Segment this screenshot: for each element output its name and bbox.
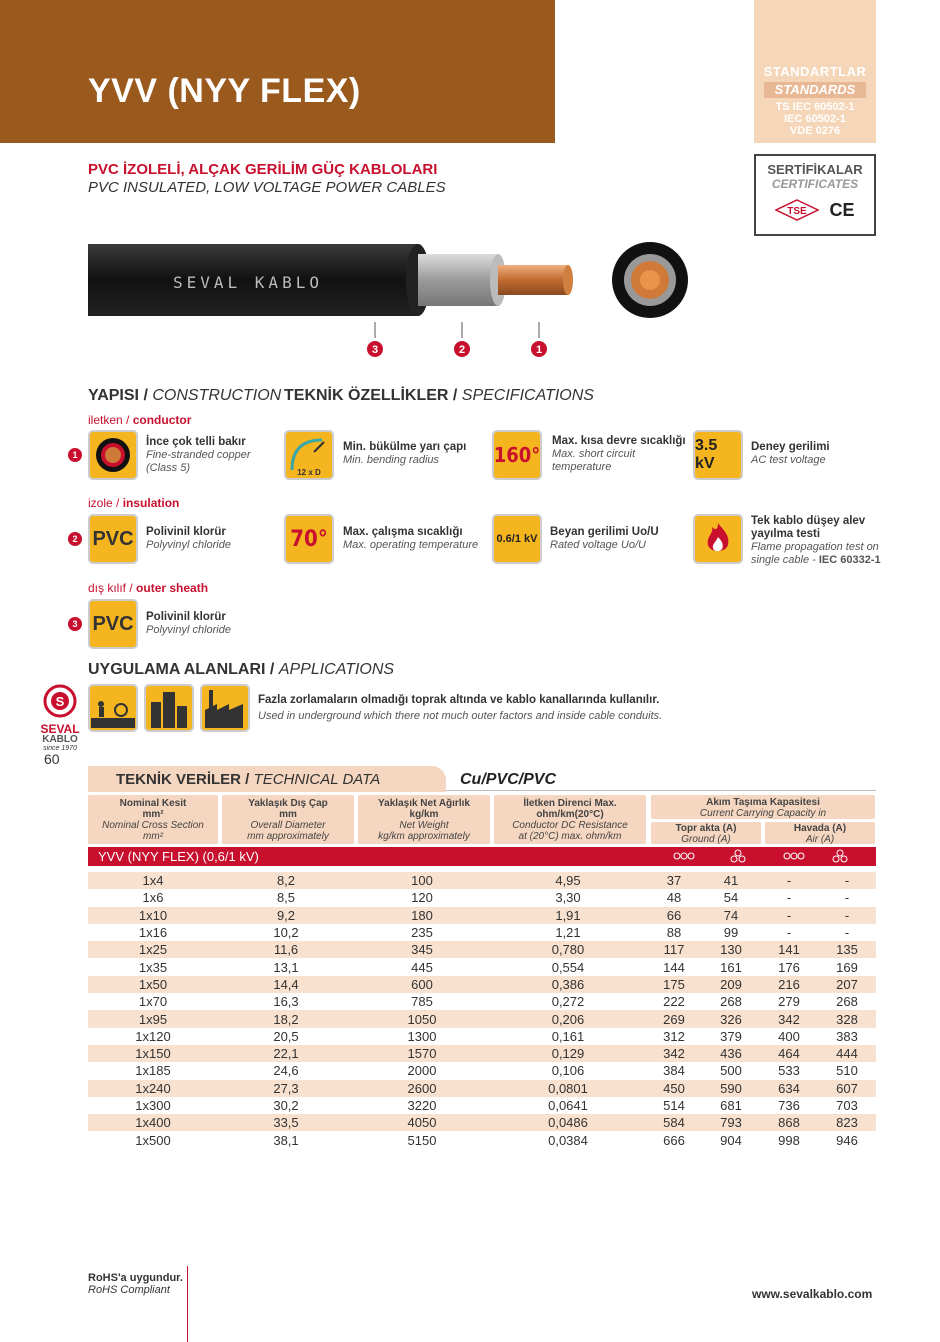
tse-logo-icon (775, 199, 819, 221)
table-cell: 74 (723, 907, 739, 923)
test-voltage-desc: Deney gerilimi AC test voltage (751, 441, 830, 466)
svg-text:1: 1 (535, 344, 543, 356)
table-cell: 20,5 (273, 1028, 299, 1044)
table-cell: 533 (778, 1063, 800, 1079)
table-cell: 175 (663, 976, 685, 992)
table-cell: 1x4 (142, 873, 164, 889)
table-cell: 444 (836, 1046, 858, 1062)
table-cell: 268 (836, 994, 858, 1010)
table-row (88, 1010, 876, 1027)
subtitle-en: PVC INSULATED, LOW VOLTAGE POWER CABLES (88, 179, 446, 196)
table-cell: 88 (666, 925, 682, 941)
table-cell: 666 (663, 1132, 685, 1148)
table-cell: 998 (778, 1132, 800, 1148)
table-cell: 180 (411, 907, 433, 923)
sheath-icon: PVC (88, 599, 138, 649)
standards-label-en: STANDARDS (764, 82, 866, 98)
table-row (88, 941, 876, 958)
table-cell: 100 (411, 873, 433, 889)
table-cell: 176 (778, 959, 800, 975)
table-cell: 1x120 (135, 1028, 171, 1044)
table-cell: 1x150 (135, 1046, 171, 1062)
standard-item: VDE 0276 (789, 125, 841, 137)
applications-desc: Fazla zorlamaların olmadığı toprak altında ve kablo kanallarında kullanılır. Used in underground which there not much outer factors and inside cable conduits. (258, 694, 663, 722)
short-circuit-temp-desc: Max. kısa devre sıcaklığı Max. short circuit temperature (552, 435, 686, 473)
table-row (88, 1097, 876, 1114)
num-badge: 2 (68, 532, 82, 546)
table-cell: 4,95 (555, 873, 581, 889)
table-cell: 27,3 (273, 1080, 299, 1096)
insulation-label: izole / insulation (88, 496, 180, 510)
buildings-icon (144, 684, 194, 732)
table-cell: 1050 (407, 1011, 437, 1027)
table-cell: 1570 (407, 1046, 437, 1062)
table-cell: 0,0384 (548, 1132, 588, 1148)
table-cell: 510 (836, 1063, 858, 1079)
header-cross-section: Nominal Kesit mm² Nominal Cross Section mm² (88, 795, 218, 844)
table-cell: 8,5 (276, 890, 296, 906)
table-cell: 0,0486 (548, 1115, 588, 1131)
table-cell: 600 (411, 976, 433, 992)
subtitle-tr: PVC İZOLELİ, ALÇAK GERİLİM GÜÇ KABLOLARI (88, 161, 438, 178)
specifications-title: TEKNİK ÖZELLİKLER / SPECIFICATIONS (284, 387, 594, 404)
table-cell: - (844, 925, 850, 941)
table-cell: 1x240 (135, 1080, 171, 1096)
table-row (88, 872, 876, 889)
table-cell: 99 (723, 925, 739, 941)
conductor-desc: İnce çok telli bakır Fine-stranded copper (Class 5) (146, 436, 251, 474)
short-circuit-temp-icon: 160° (492, 430, 542, 480)
table-cell: 207 (836, 976, 858, 992)
material-code: Cu/PVC/PVC (460, 771, 557, 788)
table-cell: 1x6 (142, 890, 164, 906)
header-ground: Topr akta (A) Ground (A) (651, 822, 761, 844)
certificates-box (754, 154, 876, 236)
table-cell: 30,2 (273, 1098, 299, 1113)
table-cell: 33,5 (273, 1115, 299, 1131)
table-row (88, 907, 876, 924)
table-cell: 117 (663, 942, 685, 958)
header-current-capacity: Akım Taşıma Kapasitesi Current Carrying Capacity in (651, 795, 875, 819)
sheath-desc: Polivinil klorür Polyvinyl chloride (146, 611, 231, 636)
table-cell: 450 (663, 1080, 685, 1096)
applications-title: UYGULAMA ALANLARI / APPLICATIONS (88, 661, 395, 678)
table-cell: 0,386 (551, 976, 585, 992)
table-cell: 1x300 (135, 1098, 171, 1113)
table-cell: 222 (663, 994, 685, 1010)
insulation-icon: PVC (88, 514, 138, 564)
header-weight: Yaklaşık Net Ağırlık kg/km Net Weight kg/km approximately (358, 795, 490, 844)
group-row: YVV (NYY FLEX) (0,6/1 kV) (88, 847, 876, 866)
num-badge: 1 (68, 448, 82, 462)
table-cell: - (844, 907, 850, 923)
table-row (88, 976, 876, 993)
table-row (88, 924, 876, 941)
table-cell: 0,780 (551, 942, 585, 958)
table-cell: 785 (411, 994, 433, 1010)
table-cell: 703 (836, 1098, 858, 1113)
table-cell: 141 (778, 942, 800, 958)
table-cell: 235 (411, 925, 433, 941)
table-cell: 66 (666, 907, 682, 923)
table-cell: 216 (778, 976, 800, 992)
table-row (88, 958, 876, 975)
table-cell: 736 (778, 1098, 800, 1113)
cable-illustration (88, 238, 688, 363)
table-cell: 634 (778, 1080, 800, 1096)
page-number: 60 (44, 751, 60, 767)
table-cell: 1x185 (135, 1063, 171, 1079)
table-row (88, 1028, 876, 1045)
table-cell: 584 (663, 1115, 685, 1131)
technical-data-table (88, 872, 876, 1149)
table-cell: 904 (720, 1132, 742, 1148)
tse-text: TSE (787, 206, 808, 217)
table-cell: 342 (663, 1046, 685, 1062)
standards-label-tr: STANDARTLAR (763, 64, 867, 79)
operating-temp-desc: Max. çalışma sıcaklığı Max. operating temperature (343, 526, 479, 551)
svg-text:3: 3 (371, 344, 379, 356)
table-cell: 793 (720, 1115, 742, 1131)
table-cell: - (844, 890, 850, 906)
table-cell: 2600 (407, 1080, 437, 1096)
table-row (88, 1045, 876, 1062)
copper-conductor (498, 265, 568, 295)
table-cell: - (786, 925, 792, 941)
table-cell: 169 (836, 959, 858, 975)
table-row (88, 993, 876, 1010)
table-cell: 681 (720, 1098, 742, 1113)
table-cell: - (844, 873, 850, 889)
table-cell: 0,0641 (548, 1098, 588, 1113)
website-link[interactable]: www.sevalkablo.com (752, 1287, 873, 1301)
page-title: YVV (NYY FLEX) (88, 72, 361, 110)
table-cell: 1,91 (555, 907, 581, 923)
table-row (88, 1131, 876, 1148)
factory-icon (200, 684, 250, 732)
table-cell: 3,30 (555, 890, 581, 906)
table-cell: 607 (836, 1080, 858, 1096)
ce-mark-icon: CE (829, 199, 855, 220)
certificates-label-en: CERTIFICATES (771, 177, 859, 191)
logo-s-icon (43, 684, 77, 718)
table-cell: 383 (836, 1028, 858, 1044)
conductor-label: iletken / conductor (88, 413, 192, 427)
flat-formation-icon (673, 851, 695, 861)
table-cell: 0,272 (551, 994, 585, 1010)
standard-item: TS IEC 60502-1 (775, 101, 855, 113)
rated-voltage-desc: Beyan gerilimi Uo/U Rated voltage Uo/U (550, 526, 659, 551)
table-cell: 11,6 (273, 942, 299, 958)
table-cell: 1x35 (138, 959, 168, 975)
table-cell: 120 (411, 890, 433, 906)
table-row (88, 1062, 876, 1079)
table-cell: 38,1 (273, 1132, 299, 1148)
table-row (88, 1114, 876, 1131)
table-cell: 10,2 (273, 925, 299, 941)
table-cell: 823 (836, 1115, 858, 1131)
table-cell: 384 (663, 1063, 685, 1079)
table-cell: 1x25 (138, 942, 168, 958)
table-cell: 342 (778, 1011, 800, 1027)
table-cell: 590 (720, 1080, 742, 1096)
table-cell: 54 (723, 890, 739, 906)
construction-title: YAPISI / CONSTRUCTION (88, 387, 282, 404)
flame-test-desc: Tek kablo düşey alev yayılma testi Flame propagation test on single cable - IEC 60332-1 (751, 515, 881, 566)
table-cell: 868 (778, 1115, 800, 1131)
table-cell: 4050 (407, 1115, 437, 1131)
table-cell: 135 (836, 942, 858, 958)
header-resistance: İletken Direnci Max. ohm/km(20°C) Conductor DC Resistance at (20°C) max. ohm/km (494, 795, 646, 844)
table-cell: 946 (836, 1132, 858, 1148)
table-cell: 514 (663, 1098, 685, 1113)
table-cell: 500 (720, 1063, 742, 1079)
table-cell: 9,2 (276, 907, 296, 923)
footer-divider (187, 1266, 188, 1342)
standards-box (754, 0, 876, 143)
table-cell: 209 (720, 976, 742, 992)
table-cell: 328 (836, 1011, 858, 1027)
table-cell: 144 (663, 959, 685, 975)
table-cell: 326 (720, 1011, 742, 1027)
table-cell: 14,4 (273, 976, 299, 992)
table-cell: 1x70 (138, 994, 168, 1010)
table-cell: 48 (666, 890, 682, 906)
table-cell: 37 (666, 873, 682, 889)
table-cell: 1x400 (135, 1115, 171, 1131)
table-cell: 1x500 (135, 1132, 171, 1148)
table-cell: - (786, 873, 792, 889)
table-cell: 445 (411, 959, 433, 975)
table-cell: 0,106 (551, 1063, 585, 1079)
svg-text:2: 2 (458, 344, 466, 356)
svg-text:S: S (55, 694, 65, 709)
standard-item: IEC 60502-1 (784, 113, 846, 125)
table-cell: 8,2 (276, 873, 296, 889)
table-cell: 0,0801 (548, 1080, 588, 1096)
table-cell: 1x10 (138, 907, 168, 923)
table-cell: 0,129 (551, 1046, 585, 1062)
table-cell: 24,6 (273, 1063, 299, 1079)
underground-work-icon (88, 684, 138, 732)
table-cell: - (786, 907, 792, 923)
table-cell: 0,554 (551, 959, 585, 975)
technical-data-title: TEKNİK VERİLER / TECHNICAL DATA (116, 771, 381, 788)
bending-radius-icon (284, 430, 334, 480)
table-cell: 464 (778, 1046, 800, 1062)
rated-voltage-icon: 0.6/1 kV (492, 514, 542, 564)
table-cell: 436 (720, 1046, 742, 1062)
table-cell: 22,1 (273, 1046, 299, 1062)
seval-logo: S SEVAL KABLO since 1970 (34, 684, 86, 752)
table-cell: 130 (720, 942, 742, 958)
table-cell: 1x50 (138, 976, 168, 992)
table-cell: 279 (778, 994, 800, 1010)
table-cell: 5150 (407, 1132, 437, 1148)
table-cell: 161 (720, 959, 742, 975)
table-cell: 3220 (407, 1098, 437, 1113)
cable-print: SEVAL KABLO (173, 273, 323, 292)
table-cell: 0,206 (551, 1011, 585, 1027)
table-row (88, 889, 876, 906)
table-cell: 18,2 (273, 1011, 299, 1027)
table-cell: 1,21 (555, 925, 581, 941)
bending-radius-desc: Min. bükülme yarı çapı Min. bending radius (343, 441, 467, 466)
trefoil-formation-icon (832, 849, 848, 863)
rohs-note: RoHS'a uygundur. RoHS Compliant (88, 1272, 183, 1296)
svg-text:12 x D: 12 x D (297, 468, 321, 477)
table-cell: 268 (720, 994, 742, 1010)
table-cell: 312 (663, 1028, 685, 1044)
operating-temp-icon: 70° (284, 514, 334, 564)
table-cell: 269 (663, 1011, 685, 1027)
flat-formation-icon (783, 851, 805, 861)
table-row (88, 1080, 876, 1097)
certificates-label-tr: SERTİFİKALAR (767, 162, 863, 177)
table-cell: 2000 (407, 1063, 437, 1079)
num-badge: 3 (68, 617, 82, 631)
header-diameter: Yaklaşık Dış Çap mm Overall Diameter mm approximately (222, 795, 354, 844)
table-cell: 379 (720, 1028, 742, 1044)
table-cell: 1x95 (138, 1011, 168, 1027)
test-voltage-icon: 3.5 kV (693, 430, 743, 480)
insulation-desc: Polivinil klorür Polyvinyl chloride (146, 526, 231, 551)
flame-icon (693, 514, 743, 564)
table-cell: 13,1 (273, 959, 299, 975)
table-cell: 41 (723, 873, 739, 889)
sheath-label: dış kılıf / outer sheath (88, 581, 209, 595)
conductor-icon (88, 430, 138, 480)
trefoil-formation-icon (730, 849, 746, 863)
table-cell: 400 (778, 1028, 800, 1044)
insulation-layer (418, 254, 498, 306)
table-cell: 0,161 (551, 1028, 585, 1044)
table-cell: 16,3 (273, 994, 299, 1010)
header-air: Havada (A) Air (A) (765, 822, 875, 844)
table-cell: 1300 (407, 1028, 437, 1044)
table-cell: - (786, 890, 792, 906)
table-cell: 1x16 (138, 925, 168, 941)
table-cell: 345 (411, 942, 433, 958)
